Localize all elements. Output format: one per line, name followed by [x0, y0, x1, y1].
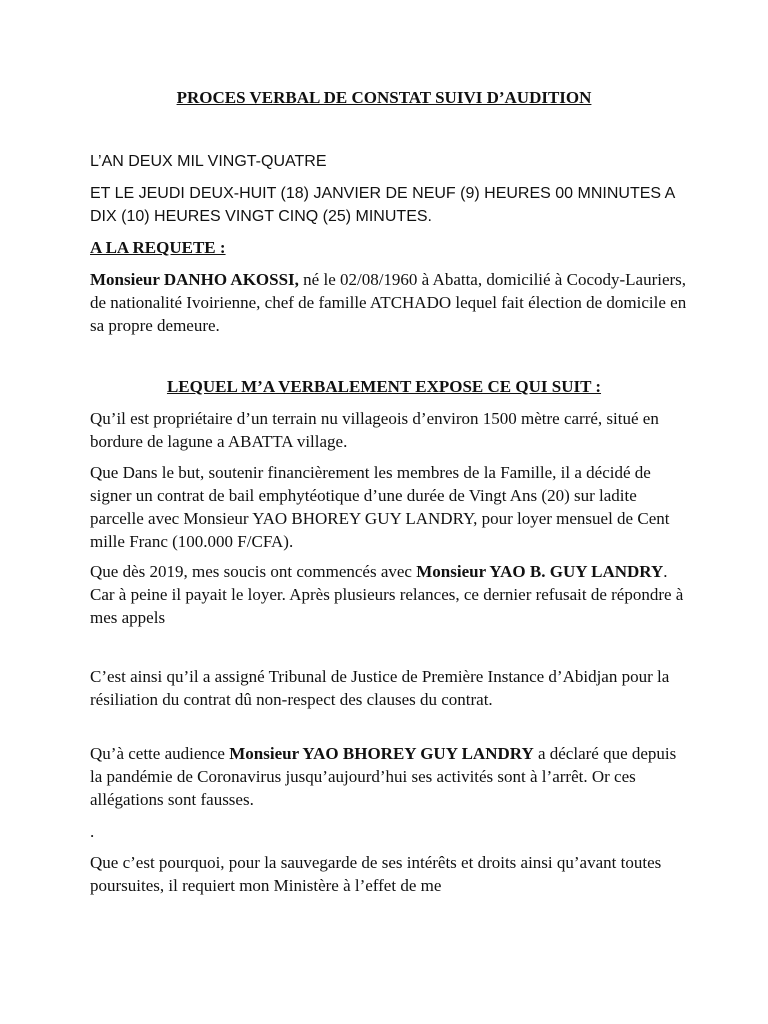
paragraph-5-name: Monsieur YAO BHOREY GUY LANDRY [229, 744, 534, 763]
document-title: PROCES VERBAL DE CONSTAT SUIVI D’AUDITION [176, 88, 592, 107]
paragraph-2: Que Dans le but, soutenir financièrement les membres de la Famille, il a décidé de signer un contrat de bail emphytéotique d’une durée de Vingt Ans (20) sur ladite parcelle avec Monsieur YAO BHOREY GUY LANDRY, pour loyer mensuel de Cent mille Franc (100.000 F/CFA). [90, 463, 670, 551]
date-line: L’AN DEUX MIL VINGT-QUATRE [90, 153, 327, 170]
requete-text: né le 02/08/1960 à Abatta, domicilié à Cocody-Lauriers, de nationalité Ivoirienne, chef de famille ATCHADO lequel fait élection de domicile en sa propre demeure. [90, 270, 687, 335]
paragraph-3-name: Monsieur YAO B. GUY LANDRY [416, 562, 664, 581]
requete-heading: A LA REQUETE : [90, 238, 226, 257]
paragraph-3-start: Que dès 2019, mes soucis ont commencés avec [90, 562, 417, 581]
time-line: ET LE JEUDI DEUX-HUIT (18) JANVIER DE NEUF (9) HEURES 00 MNINUTES A DIX (10) HEURES VINGT CINQ (25) MINUTES. [90, 185, 675, 225]
requete-paragraph [90, 268, 690, 337]
paragraph-1: Qu’il est propriétaire d’un terrain nu villageois d’environ 1500 mètre carré, situé en bordure de lagune a ABATTA village. [90, 409, 659, 451]
paragraph-5-start: Qu’à cette audience [90, 744, 230, 763]
requete-name: Monsieur DANHO AKOSSI, [90, 270, 299, 289]
paragraph-3-end: . Car à peine il payait le loyer. Après plusieurs relances, ce dernier refusait de répondre à mes appels [90, 562, 684, 627]
separator-dot: . [90, 822, 95, 841]
paragraph-5 [90, 742, 690, 811]
paragraph-4: C’est ainsi qu’il a assigné Tribunal de Justice de Première Instance d’Abidjan pour la résiliation du contrat dû non-respect des clauses du contrat. [90, 667, 670, 709]
expose-heading: LEQUEL M’A VERBALEMENT EXPOSE CE QUI SUIT : [166, 377, 602, 396]
paragraph-3 [90, 560, 690, 629]
paragraph-5-end: a déclaré que depuis la pandémie de Coronavirus jusqu’aujourd’hui ses activités sont à l’arrêt. Or ces allégations sont fausses. [90, 744, 677, 809]
paragraph-6: Que c’est pourquoi, pour la sauvegarde de ses intérêts et droits ainsi qu’avant toutes poursuites, il requiert mon Ministère à l’effet de me [90, 853, 662, 895]
